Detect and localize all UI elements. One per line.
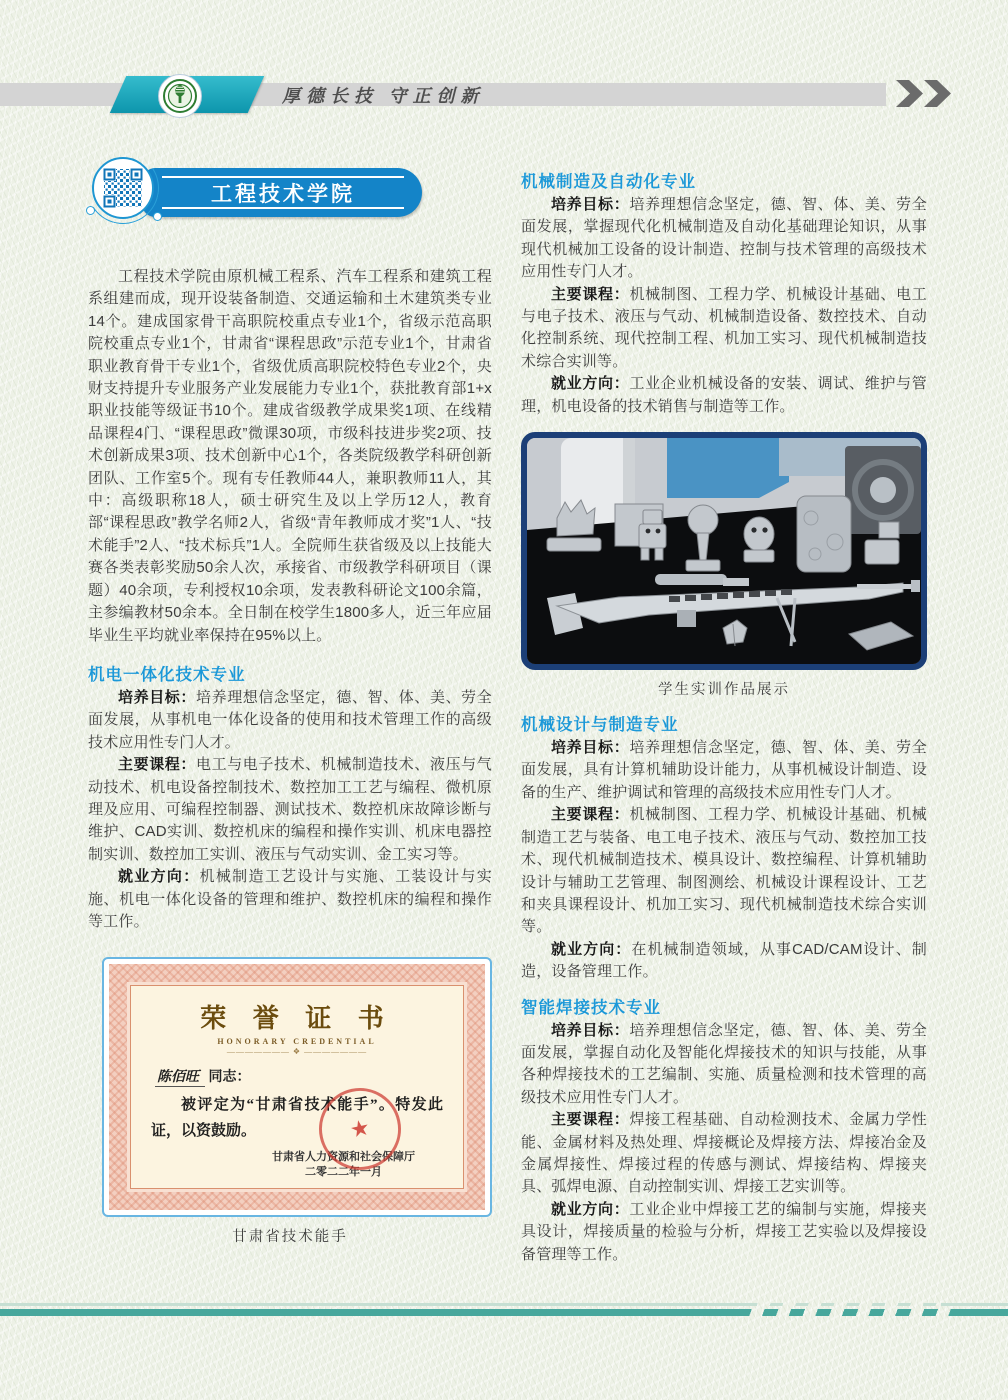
section-title-machine-design: 机械设计与制造专业 xyxy=(521,716,679,735)
manufacturing-career xyxy=(521,373,927,418)
career-label: 就业方向： xyxy=(118,868,200,886)
college-title-rule-lines xyxy=(162,176,404,209)
red-official-seal-icon: ★ xyxy=(311,1081,408,1178)
school-emblem-icon xyxy=(162,78,198,114)
college-title-badge xyxy=(142,168,422,217)
career-text: 机械制造工艺设计与实施、工装设计与实施、机电一体化设备的管理和维护、数控机床的编程和操作等工作。 xyxy=(88,868,492,930)
certificate-caption: 甘肃省技术能手 xyxy=(232,1229,348,1246)
career-label: 就业方向： xyxy=(551,375,630,393)
section-title-machine-manufacturing: 机械制造及自动化专业 xyxy=(521,173,696,191)
college-title: 工程技术学院 xyxy=(211,182,355,206)
double-right-chevron-icon xyxy=(896,80,954,112)
objective-text: 培养理想信念坚定，德、智、体、美、劳全面发展，掌握自动化及智能化焊接技术的知识与技能，从事各种焊接技术的工艺编制、实施、质量检测和技术管理的高级技术应用性专门人才。 xyxy=(521,1021,927,1106)
objective-label: 培养目标： xyxy=(551,1021,630,1039)
career-label: 就业方向： xyxy=(551,940,632,958)
certificate-body xyxy=(130,985,464,1189)
certificate-subtitle: HONORARY CREDENTIAL xyxy=(217,1037,377,1047)
certificate-date: 二零二二年一月 xyxy=(304,1166,382,1179)
ring-dot-icon xyxy=(86,206,95,215)
career-text: 在机械制造领域，从事CAD/CAM设计、制造，设备管理工作。 xyxy=(521,940,927,981)
certificate-issuer: 甘肃省人力资源和社会保障厅 xyxy=(271,1151,415,1164)
objective-label: 培养目标： xyxy=(118,688,196,706)
courses-text: 机械制图、工程力学、机械设计基础、电工与电子技术、液压与气动、机械制造设备、数控技术、自动化控制系统、现代控制工程、机加工实习、现代机械制造技术综合实训等。 xyxy=(521,285,927,370)
manufacturing-courses xyxy=(521,284,927,374)
welding-objective xyxy=(521,1020,927,1110)
student-works-photo xyxy=(521,432,927,670)
objective-text: 培养理想信念坚定，德、智、体、美、劳全面发展，从事机电一体化设备的使用和技术管理工作的高级技术应用性专门人才。 xyxy=(88,688,492,751)
courses-text: 焊接工程基础、自动检测技术、金属力学性能、金属材料及热处理、焊接概论及焊接方法、焊接冶金及金属焊接性、焊接过程的传感与测试、焊接结构、焊接夹具、弧焊电源、自动控制实训、焊接工艺实训等。 xyxy=(521,1111,927,1196)
career-label: 就业方向： xyxy=(551,1200,630,1218)
certificate-recipient-name: 陈佰旺 xyxy=(155,1070,205,1087)
school-motto: 厚德长技 守正创新 xyxy=(282,86,485,106)
photo-caption: 学生实训作品展示 xyxy=(658,682,790,699)
qr-code-icon xyxy=(102,167,144,209)
right-column xyxy=(521,170,927,1266)
section-title-mechatronics: 机电一体化技术专业 xyxy=(88,665,246,684)
bottom-divider-thin xyxy=(0,1303,745,1306)
certificate-divider: ——————— ❖ ——————— xyxy=(226,1047,368,1057)
objective-label: 培养目标： xyxy=(551,196,630,213)
design-objective xyxy=(521,737,927,804)
courses-label: 主要课程： xyxy=(551,806,630,824)
bottom-divider-thick xyxy=(0,1309,738,1316)
bottom-divider-thin-end xyxy=(941,1303,1008,1306)
certificate-ornate-border xyxy=(109,964,485,1210)
school-logo-icon xyxy=(158,74,202,118)
courses-text: 电工与电子技术、机械制造技术、液压与气动技术、机电设备控制技术、数控加工工艺与编程、微机原理及应用、可编程控制器、测试技术、数控机床故障诊断与维护、CAD实训、数控机床的编程和操作实训、机床电器控制实训、数控加工实训、液压与气动实训、金工实习等。 xyxy=(88,756,492,863)
objective-text: 培养理想信念坚定，德、智、体、美、劳全面发展，具有计算机辅助设计能力，从事机械设计制造、设备的生产、维护调试和管理的高级技术应用性专门人才。 xyxy=(521,739,927,801)
welding-courses xyxy=(521,1109,927,1199)
certificate-salutation: 同志： xyxy=(208,1070,251,1086)
left-column xyxy=(88,266,492,1246)
student-works-scene xyxy=(527,438,921,664)
objective-label: 培养目标： xyxy=(551,739,630,757)
honor-certificate-image xyxy=(102,957,492,1217)
qr-code-badge xyxy=(92,157,154,219)
bottom-divider-thick-end xyxy=(952,1309,1008,1316)
courses-label: 主要课程： xyxy=(118,756,196,774)
courses-label: 主要课程： xyxy=(551,1111,630,1129)
intro-paragraph: 工程技术学院由原机械工程系、汽车工程系和建筑工程系组建而成，现开设装备制造、交通运输和土木建筑类专业14个。建成国家骨干高职院校重点专业1个，省级示范高职院校重点专业1个，甘肃省“课程思政”示范专业1个，甘肃省职业教育骨干专业1个，省级优质高职院校特色专业2个，央财支持提升专业服务产业发展能力专业1个，获批教育部1+x职业技能等级证书10个。建成省级教学成果奖1项、在线精品课程4门、“课程思政”微课30项，市级科技进步奖2项、技术创新成果3项、技术创新中心1个，各类院级教学科研创新团队、工作室5个。现有专任教师44人，兼职教师11人，其中：高级职称18人，硕士研究生及以上学历12人，教育部“课程思政”教学名师2人，省级“青年教师成才奖”1人、“技术能手”2人、“技术标兵”1人。全院师生获省级及以上技能大赛各类表彰奖励50余人次，承接省、市级教学科研项目（课题）40余项，专利授权10余项，发表教科研论文100余篇，主参编教材50余本。全日制在校学生1800多人，近三年应届毕业生平均就业率保持在95%以上。 xyxy=(88,268,492,644)
welding-career xyxy=(521,1199,927,1266)
manufacturing-objective xyxy=(521,194,927,284)
design-courses xyxy=(521,804,927,938)
bottom-divider-thin-dashes xyxy=(745,1303,941,1306)
design-career xyxy=(521,939,927,984)
career-text: 工业企业机械设备的安装、调试、维护与管理，机电设备的技术销售与制造等工作。 xyxy=(521,375,927,415)
courses-label: 主要课程： xyxy=(551,285,630,303)
courses-text: 机械制图、工程力学、机械设计基础、机械制造工艺与装备、电工电子技术、液压与气动、数控加工技术、现代机械制造技术、模具设计、数控编程、计算机辅助设计与辅助工艺管理、制图测绘、机械设计课程设计、工艺和夹具课程设计、机加工实习、现代机械制造技术综合实训等。 xyxy=(521,806,927,936)
mechatronics-objective xyxy=(88,687,492,754)
certificate-body-text: 被评定为“甘肃省技术能手”。特发此证，以资鼓励。 xyxy=(151,1097,443,1140)
certificate-name-row xyxy=(155,1066,463,1086)
section-title-welding: 智能焊接技术专业 xyxy=(521,998,661,1017)
mechatronics-courses xyxy=(88,754,492,866)
career-text: 工业企业中焊接工艺的编制与实施，焊接夹具设计，焊接质量的检验与分析，焊接工艺实验以及焊接设备管理等工作。 xyxy=(521,1200,927,1263)
bottom-divider-thick-dashes xyxy=(738,1309,952,1316)
objective-text: 培养理想信念坚定，德、智、体、美、劳全面发展，掌握现代化机械制造及自动化基础理论知识，从事现代机械加工设备的设计制造、控制与技术管理的高级技术应用性专门人才。 xyxy=(521,196,927,281)
certificate-title: 荣 誉 证 书 xyxy=(200,1004,394,1034)
mechatronics-career xyxy=(88,866,492,933)
ring-dot-icon xyxy=(153,212,162,221)
